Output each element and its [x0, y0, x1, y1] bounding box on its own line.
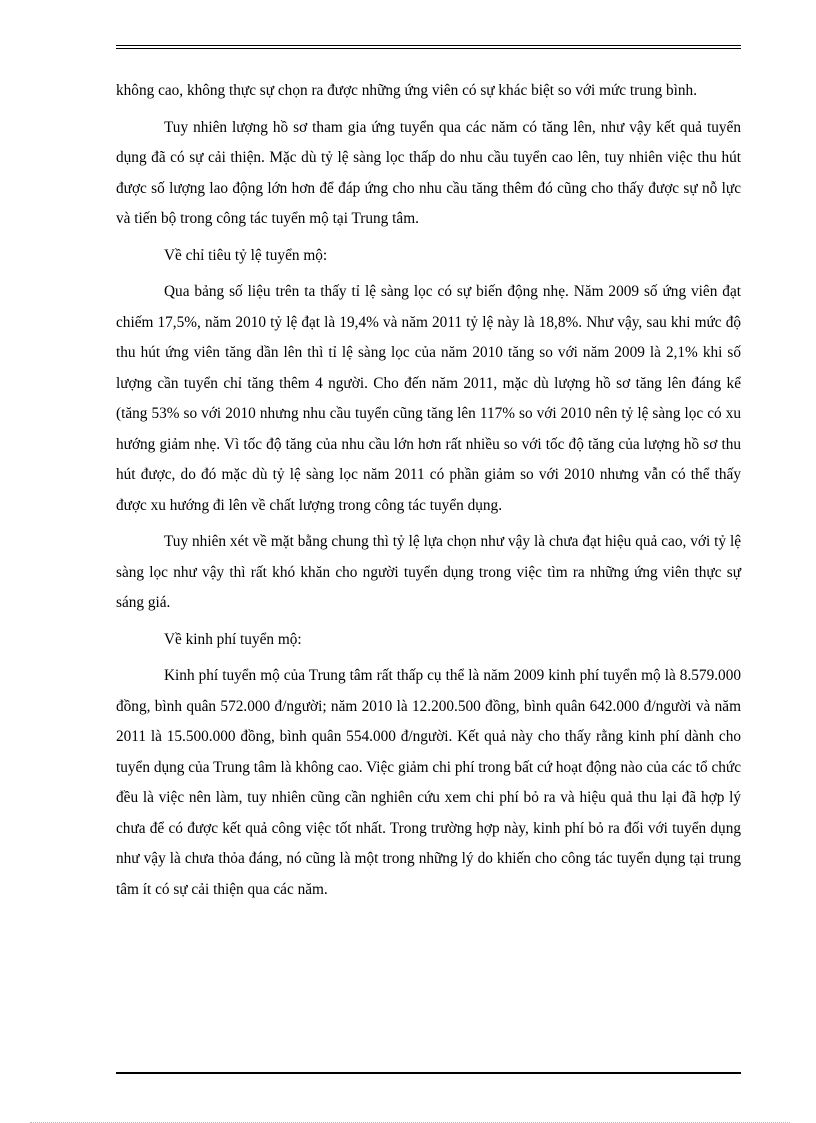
- footer-rule: [116, 1072, 741, 1074]
- paragraph-recruitment-cost: Kinh phí tuyển mộ của Trung tâm rất thấp cụ thể là năm 2009 kinh phí tuyển mộ là 8.579.000 đồng, bình quân 572.000 đ/người; năm 2010 là 12.200.500 đồng, bình quân 642.000 đ/người và năm 2011 là 15.500.000 đồng, bình quân 554.000 đ/người. Kết quả này cho thấy rằng kinh phí dành cho tuyển dụng của Trung tâm là không cao. Việc giảm chi phí trong bất cứ hoạt động nào của các tổ chức đều là việc nên làm, tuy nhiên cũng cần nghiên cứu xem chi phí bỏ ra và hiệu quả thu lại đã hợp lý chưa để có được kết quả công việc tốt nhất. Trong trường hợp này, kinh phí bỏ ra đối với tuyển dụng như vậy là chưa thỏa đáng, nó cũng là một trong những lý do khiến cho công tác tuyển dụng tại trung tâm ít có sự cải thiện qua các năm.: [116, 667, 741, 898]
- document-body: [116, 76, 741, 905]
- paragraph-recruitment-improvement: Tuy nhiên lượng hồ sơ tham gia ứng tuyển qua các năm có tăng lên, như vậy kết quả tuyển dụng đã có sự cải thiện. Mặc dù tỷ lệ sàng lọc thấp do nhu cầu tuyển cao lên, tuy nhiên việc thu hút được số lượng lao động lớn hơn để đáp ứng cho nhu cầu tăng thêm đó cũng cho thấy được sự nỗ lực và tiến bộ trong công tác tuyển mộ tại Trung tâm.: [116, 118, 741, 227]
- paragraph-general-assessment: Tuy nhiên xét về mặt bằng chung thì tỷ lệ lựa chọn như vậy là chưa đạt hiệu quả cao, với tỷ lệ sàng lọc như vậy thì rất khó khăn cho người tuyển dụng trong việc tìm ra những ứng viên thực sự sáng giá.: [116, 533, 741, 611]
- paragraph-continuation: không cao, không thực sự chọn ra được những ứng viên có sự khác biệt so với mức trung bình.: [116, 82, 698, 99]
- heading-recruitment-cost: Về kinh phí tuyển mộ:: [164, 630, 302, 648]
- paragraph-screening-ratio: Qua bảng số liệu trên ta thấy tỉ lệ sàng lọc có sự biến động nhẹ. Năm 2009 số ứng viên đạt chiếm 17,5%, năm 2010 tỷ lệ đạt là 19,4% và năm 2011 tỷ lệ này là 18,8%. Như vậy, sau khi mức độ thu hút ứng viên tăng dần lên thì tỉ lệ sàng lọc của năm 2010 tăng so với năm 2009 là 2,1% khi số lượng cần tuyển chỉ tăng thêm 4 người. Cho đến năm 2011, mặc dù lượng hồ sơ tăng lên đáng kể (tăng 53% so với 2010 nhưng nhu cầu tuyển cũng tăng lên 117% so với 2010 nên tỷ lệ sàng lọc có xu hướng giảm nhẹ. Vì tốc độ tăng của nhu cầu lớn hơn rất nhiều so với tốc độ tăng của lượng hồ sơ thu hút được, do đó mặc dù tỷ lệ sàng lọc năm 2011 có phần giảm so với 2010 nhưng vẫn có thể thấy được xu hướng đi lên về chất lượng trong công tác tuyển dụng.: [116, 283, 741, 514]
- header-rule: [116, 45, 741, 49]
- heading-recruitment-ratio: Về chỉ tiêu tỷ lệ tuyển mộ:: [164, 246, 328, 264]
